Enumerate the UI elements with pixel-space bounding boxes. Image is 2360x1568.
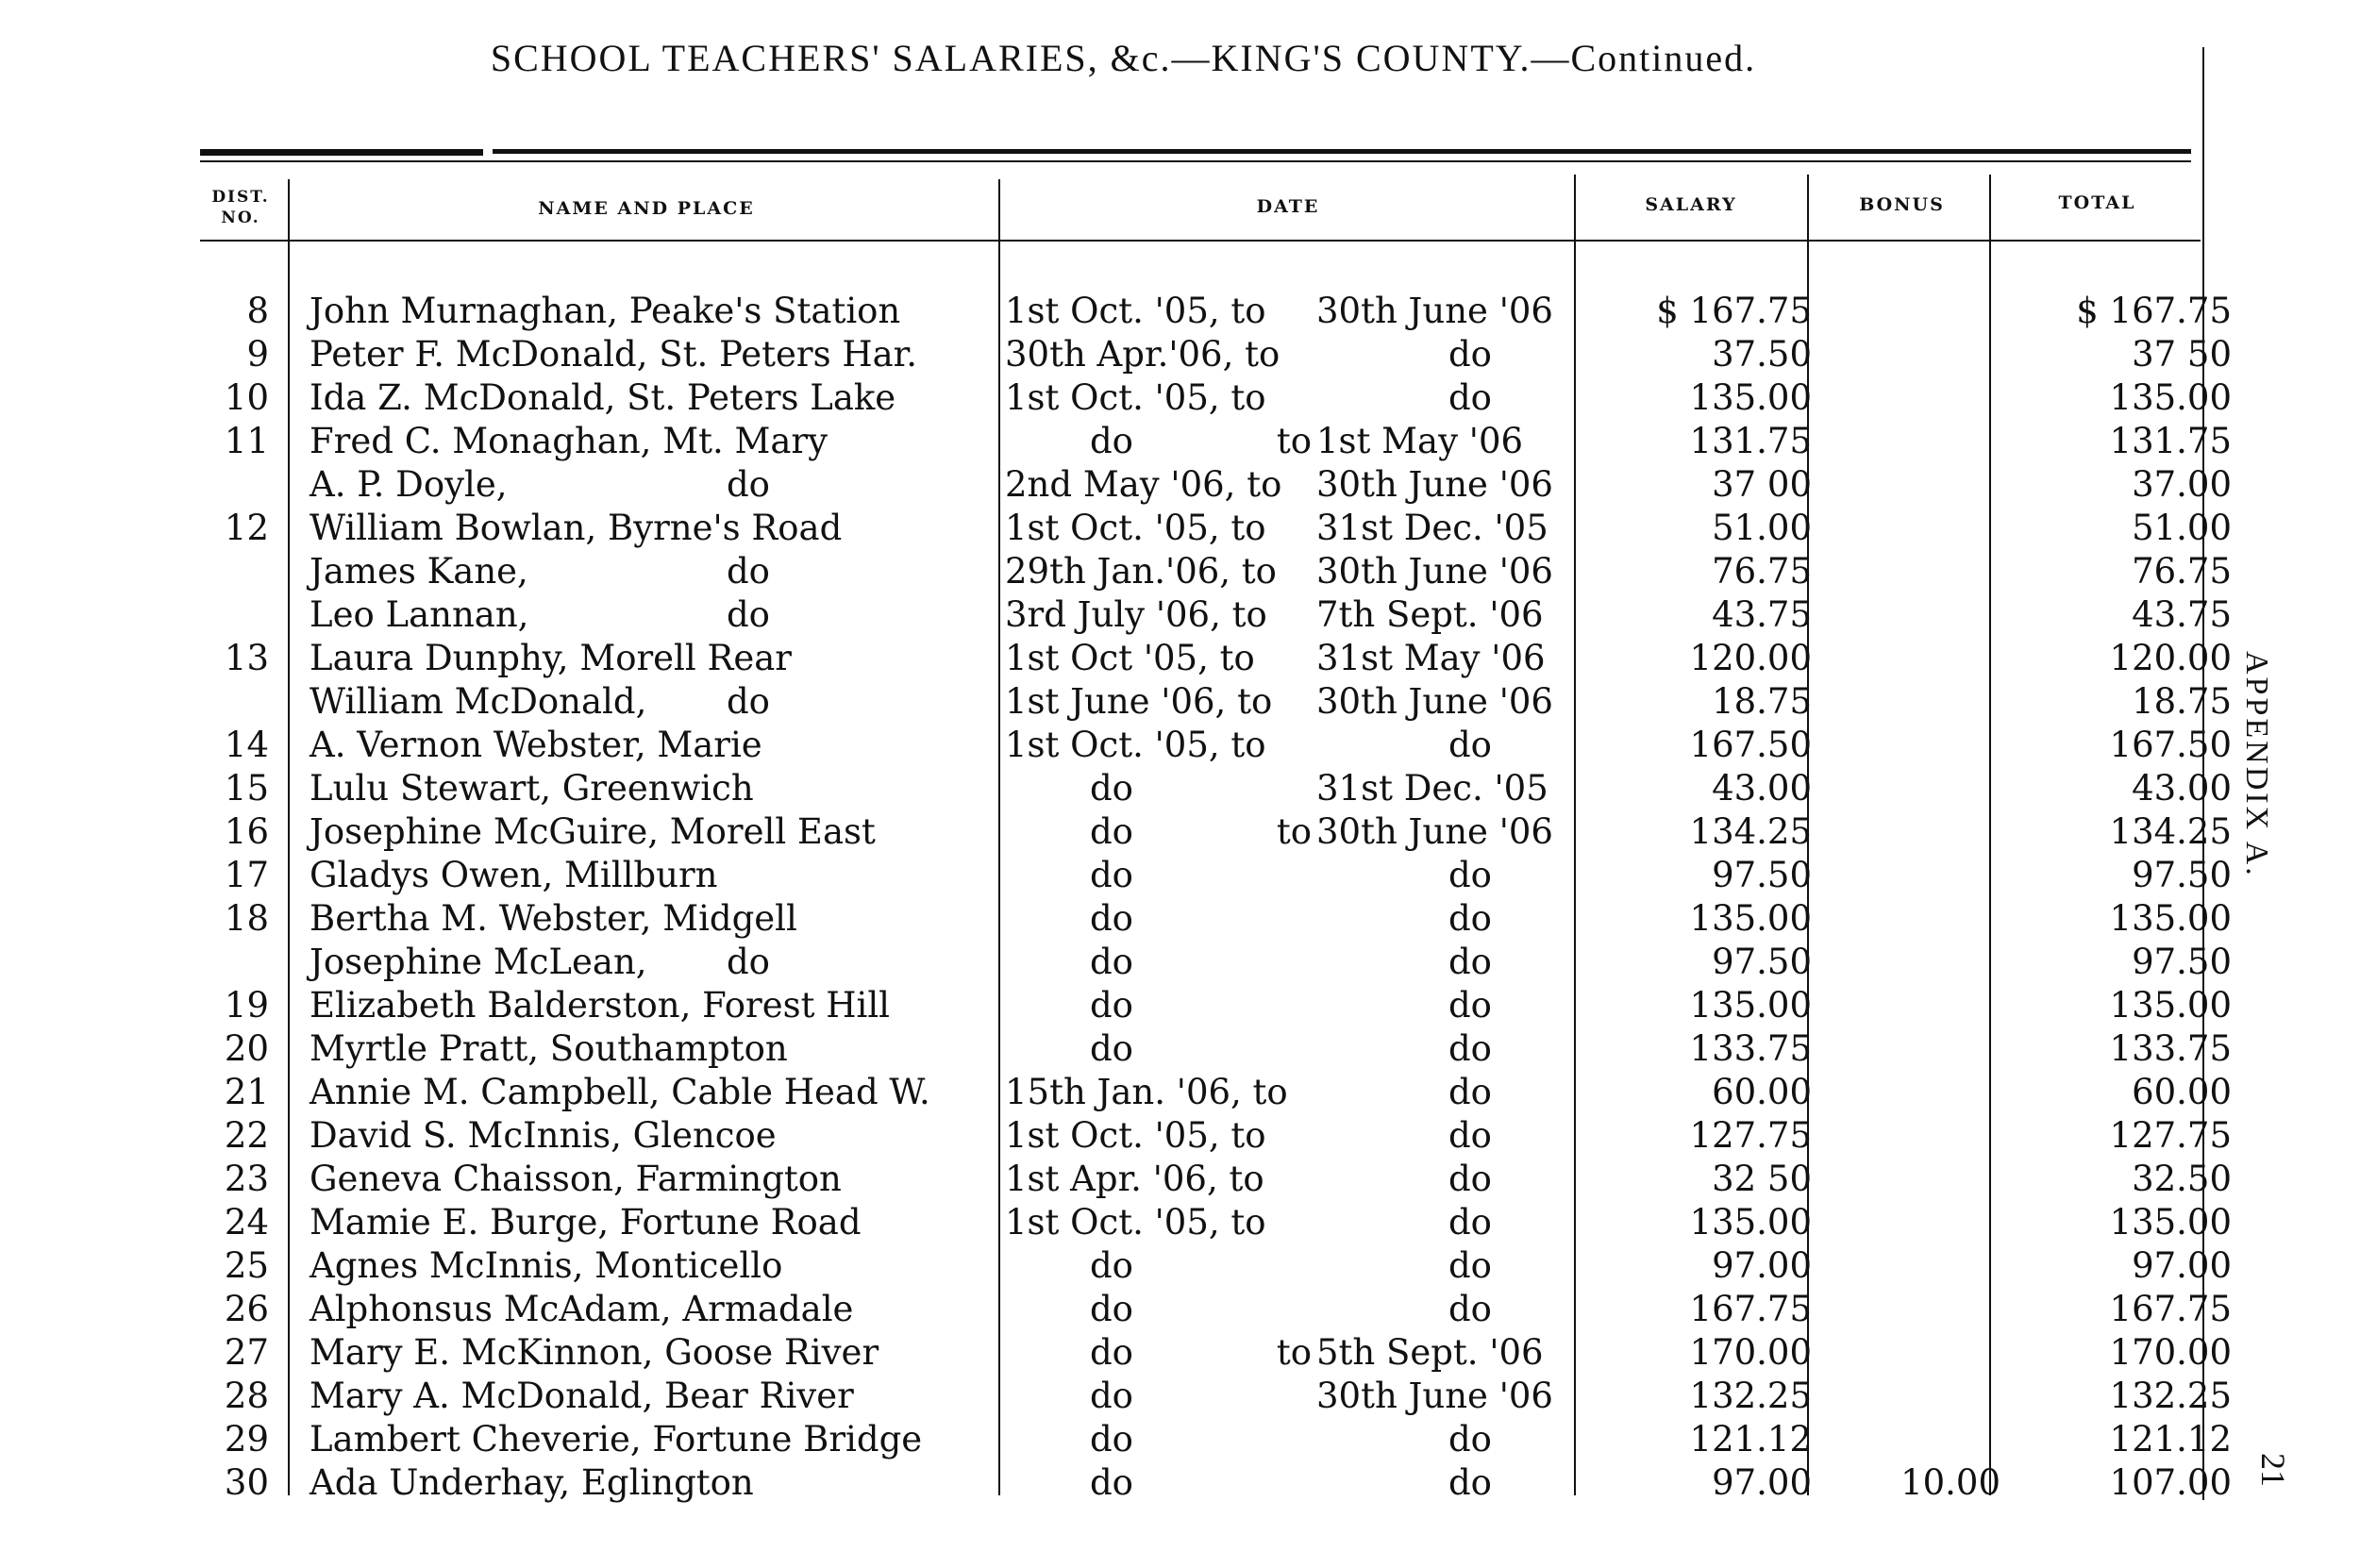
table-row [0,1331,2360,1375]
name-place-cell: Geneva Chaisson, Farmington [310,1159,842,1199]
total-cell: 120.00 [2109,638,2232,678]
header-date: DATE [1256,196,1320,217]
total-cell: 132.25 [2109,1376,2232,1416]
name-place-cell: Josephine McLean, [310,942,647,982]
header-bonus: BONUS [1859,194,1945,215]
total-cell: 135.00 [2109,377,2232,418]
salary-cell: 133.75 [1689,1028,1812,1069]
dist-no-cell: 20 [224,1028,269,1069]
name-place-cell: Bertha M. Webster, Midgell [310,898,797,939]
table-row [0,1158,2360,1201]
salary-cell: 134.25 [1689,811,1812,852]
dist-no-cell: 21 [224,1072,269,1112]
table-row [0,854,2360,897]
appendix-label: APPENDIX A. [2239,651,2274,878]
name-place-cell: Ida Z. McDonald, St. Peters Lake [310,377,896,418]
date-to-cell: do [1448,855,1492,895]
header-total: TOTAL [2058,192,2136,213]
date-to-cell: do [1448,1028,1492,1069]
name-place-cell: John Murnaghan, Peake's Station [310,291,901,331]
date-to-cell: do [1448,334,1492,375]
name-place-cell: James Kane, [310,551,528,592]
date-to-word-cell: to [1276,811,1312,852]
name-place-cell: Agnes McInnis, Monticello [310,1245,783,1286]
table-row [0,1461,2360,1505]
salary-cell: 32 50 [1712,1159,1812,1199]
salary-cell: 37.50 [1712,334,1812,375]
date-to-cell: do [1448,1245,1492,1286]
total-cell: 32.50 [2132,1159,2232,1199]
dist-no-cell: 29 [224,1419,269,1460]
date-to-cell: do [1448,1072,1492,1112]
date-to-cell: 30th June '06 [1316,464,1553,505]
table-row [0,724,2360,767]
table-row [0,1071,2360,1114]
date-to-cell: 30th June '06 [1316,811,1553,852]
name-place-cell: Gladys Owen, Millburn [310,855,718,895]
salary-cell: 135.00 [1689,898,1812,939]
page-title: SCHOOL TEACHERS' SALARIES, &c.—KING'S COUNTY.—Continued. [490,37,1757,79]
table-row [0,593,2360,637]
date-from-cell: do [1090,421,1133,461]
date-to-cell: 30th June '06 [1316,681,1553,722]
salary-cell: 127.75 [1689,1115,1812,1156]
date-from-cell: 1st June '06, to [1005,681,1273,722]
date-to-cell: do [1448,898,1492,939]
date-from-cell: 3rd July '06, to [1005,594,1267,635]
date-to-cell: do [1448,377,1492,418]
dist-no-cell: 8 [246,291,269,331]
name-ditto-cell: do [727,681,770,722]
table-row [0,1114,2360,1158]
date-to-cell: do [1448,942,1492,982]
date-to-cell: do [1448,1202,1492,1243]
table-row [0,1201,2360,1244]
table-row [0,1244,2360,1288]
dist-no-cell: 11 [224,421,269,461]
date-from-cell: 1st Oct. '05, to [1005,508,1266,548]
total-cell: 135.00 [2109,898,2232,939]
dist-no-cell: 16 [224,811,269,852]
dist-no-cell: 9 [246,334,269,375]
salary-cell: 97.00 [1712,1462,1812,1503]
name-place-cell: William Bowlan, Byrne's Road [310,508,843,548]
name-ditto-cell: do [727,464,770,505]
dist-no-cell: 19 [224,985,269,1026]
name-place-cell: Lulu Stewart, Greenwich [310,768,754,809]
dist-no-cell: 27 [224,1332,269,1373]
date-from-cell: do [1090,898,1133,939]
header-name-place: NAME AND PLACE [538,198,755,219]
name-place-cell: Mary E. McKinnon, Goose River [310,1332,879,1373]
date-from-cell: do [1090,1245,1133,1286]
table-row [0,463,2360,507]
total-cell: 133.75 [2109,1028,2232,1069]
date-to-cell: do [1448,725,1492,765]
date-to-cell: do [1448,1289,1492,1329]
name-place-cell: Lambert Cheverie, Fortune Bridge [310,1419,923,1460]
date-from-cell: do [1090,1419,1133,1460]
total-cell: 60.00 [2132,1072,2232,1112]
date-to-cell: 30th June '06 [1316,291,1553,331]
date-from-cell: do [1090,768,1133,809]
salary-cell: 97.00 [1712,1245,1812,1286]
total-cell: 37.00 [2132,464,2232,505]
table-row [0,941,2360,984]
table-row [0,420,2360,463]
date-from-cell: 1st Oct. '05, to [1005,1202,1266,1243]
total-cell: 43.75 [2132,594,2232,635]
date-from-cell: 1st Oct. '05, to [1005,1115,1266,1156]
name-ditto-cell: do [727,594,770,635]
date-from-cell: 1st Oct. '05, to [1005,377,1266,418]
dist-no-cell: 15 [224,768,269,809]
name-place-cell: Elizabeth Balderston, Forest Hill [310,985,890,1026]
date-from-cell: 1st Apr. '06, to [1005,1159,1264,1199]
salary-cell: 135.00 [1689,985,1812,1026]
total-cell: 121.12 [2109,1419,2232,1460]
total-cell: 107.00 [2109,1462,2232,1503]
total-cell: 167.50 [2109,725,2232,765]
dist-no-cell: 28 [224,1376,269,1416]
date-from-cell: 1st Oct. '05, to [1005,725,1266,765]
salary-cell: 120.00 [1689,638,1812,678]
total-cell: 43.00 [2132,768,2232,809]
top-rule-thin [200,160,2191,162]
date-from-cell: do [1090,1462,1133,1503]
salary-cell: 121.12 [1689,1419,1812,1460]
name-place-cell: A. P. Doyle, [310,464,508,505]
name-place-cell: Annie M. Campbell, Cable Head W. [310,1072,930,1112]
date-from-cell: 30th Apr.'06, to [1005,334,1280,375]
date-to-cell: do [1448,1159,1492,1199]
name-place-cell: William McDonald, [310,681,647,722]
salary-cell: 167.50 [1689,725,1812,765]
salary-cell: 60.00 [1712,1072,1812,1112]
table-row [0,1375,2360,1418]
salary-cell: 37 00 [1712,464,1812,505]
date-from-cell: do [1090,942,1133,982]
header-bottom-rule [200,240,2201,242]
table-row [0,376,2360,420]
total-cell: 131.75 [2109,421,2232,461]
total-cell: 97.50 [2132,855,2232,895]
name-place-cell: Leo Lannan, [310,594,529,635]
date-to-cell: 1st May '06 [1316,421,1524,461]
date-to-cell: 5th Sept. '06 [1316,1332,1544,1373]
date-from-cell: do [1090,811,1133,852]
table-row [0,810,2360,854]
total-cell: 134.25 [2109,811,2232,852]
salary-cell: 135.00 [1689,1202,1812,1243]
salary-cell: 76.75 [1712,551,1812,592]
table-row [0,984,2360,1027]
total-cell: 97.00 [2132,1245,2232,1286]
dist-no-cell: 18 [224,898,269,939]
date-from-cell: do [1090,1332,1133,1373]
date-from-cell: do [1090,1289,1133,1329]
date-to-cell: 30th June '06 [1316,551,1553,592]
dist-no-cell: 23 [224,1159,269,1199]
name-place-cell: David S. McInnis, Glencoe [310,1115,777,1156]
dist-no-cell: 25 [224,1245,269,1286]
salary-cell: 18.75 [1712,681,1812,722]
name-place-cell: A. Vernon Webster, Marie [310,725,762,765]
date-from-cell: 1st Oct. '05, to [1005,291,1266,331]
dist-no-cell: 17 [224,855,269,895]
name-ditto-cell: do [727,551,770,592]
table-row [0,767,2360,810]
date-to-word-cell: to [1276,421,1312,461]
salary-cell: 135.00 [1689,377,1812,418]
name-place-cell: Myrtle Pratt, Southampton [310,1028,788,1069]
total-cell: 170.00 [2109,1332,2232,1373]
table-row [0,897,2360,941]
table-row [0,1418,2360,1461]
dist-no-cell: 24 [224,1202,269,1243]
total-cell: 18.75 [2132,681,2232,722]
salary-cell: 131.75 [1689,421,1812,461]
date-to-cell: 31st Dec. '05 [1316,508,1548,548]
salary-cell: 43.75 [1712,594,1812,635]
total-cell: 37 50 [2132,334,2232,375]
date-from-cell: 2nd May '06, to [1005,464,1282,505]
name-place-cell: Laura Dunphy, Morell Rear [310,638,792,678]
header-salary: SALARY [1645,194,1737,215]
name-place-cell: Ada Underhay, Eglington [310,1462,754,1503]
table-row [0,333,2360,376]
name-place-cell: Mamie E. Burge, Fortune Road [310,1202,862,1243]
date-from-cell: do [1090,985,1133,1026]
dist-no-cell: 13 [224,638,269,678]
date-to-cell: 30th June '06 [1316,1376,1553,1416]
page-number: 21 [2254,1453,2292,1487]
dist-no-cell: 22 [224,1115,269,1156]
table-row [0,1027,2360,1071]
total-cell: 127.75 [2109,1115,2232,1156]
header-dist-no-text: DIST. NO. [211,188,270,227]
salary-cell: 97.50 [1712,855,1812,895]
header-dist-no [193,187,288,228]
dist-no-cell: 14 [224,725,269,765]
table-row [0,290,2360,333]
total-cell: 76.75 [2132,551,2232,592]
total-cell: 51.00 [2132,508,2232,548]
top-rule-thick-right [493,149,2191,154]
dist-no-cell: 30 [224,1462,269,1503]
name-ditto-cell: do [727,942,770,982]
date-to-cell: do [1448,985,1492,1026]
salary-cell: $ 167.75 [1656,291,1812,331]
salary-cell: 132.25 [1689,1376,1812,1416]
dist-no-cell: 12 [224,508,269,548]
salary-cell: 97.50 [1712,942,1812,982]
total-cell: $ 167.75 [2076,291,2232,331]
date-from-cell: 1st Oct '05, to [1005,638,1255,678]
date-from-cell: do [1090,1028,1133,1069]
name-place-cell: Josephine McGuire, Morell East [310,811,876,852]
total-cell: 167.75 [2109,1289,2232,1329]
bonus-cell: 10.00 [1900,1462,2000,1503]
table-row [0,507,2360,550]
date-from-cell: 29th Jan.'06, to [1005,551,1277,592]
date-from-cell: 15th Jan. '06, to [1005,1072,1288,1112]
date-to-cell: do [1448,1462,1492,1503]
date-to-cell: 31st May '06 [1316,638,1546,678]
table-row [0,1288,2360,1331]
name-place-cell: Peter F. McDonald, St. Peters Har. [310,334,918,375]
date-to-cell: 7th Sept. '06 [1316,594,1544,635]
total-cell: 135.00 [2109,985,2232,1026]
date-to-cell: do [1448,1115,1492,1156]
salary-cell: 51.00 [1712,508,1812,548]
name-place-cell: Fred C. Monaghan, Mt. Mary [310,421,829,461]
date-to-cell: do [1448,1419,1492,1460]
total-cell: 97.50 [2132,942,2232,982]
date-from-cell: do [1090,855,1133,895]
name-place-cell: Mary A. McDonald, Bear River [310,1376,854,1416]
salary-cell: 43.00 [1712,768,1812,809]
salary-cell: 167.75 [1689,1289,1812,1329]
top-rule-thick [200,149,483,156]
table-row [0,680,2360,724]
name-place-cell: Alphonsus McAdam, Armadale [310,1289,854,1329]
dist-no-cell: 10 [224,377,269,418]
total-cell: 135.00 [2109,1202,2232,1243]
table-row [0,550,2360,593]
date-from-cell: do [1090,1376,1133,1416]
salary-cell: 170.00 [1689,1332,1812,1373]
date-to-cell: 31st Dec. '05 [1316,768,1548,809]
table-row [0,637,2360,680]
dist-no-cell: 26 [224,1289,269,1329]
date-to-word-cell: to [1276,1332,1312,1373]
